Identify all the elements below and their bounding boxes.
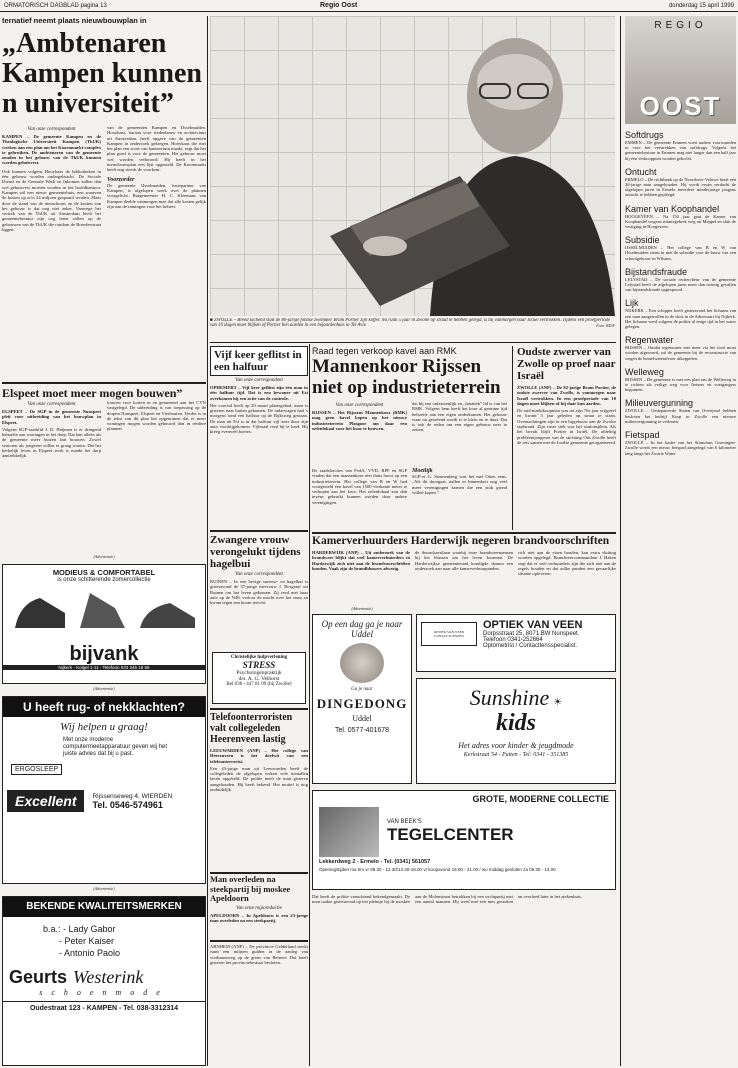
- zwangere-text: RUINEN – In een hevige sneeuw- en hagelbui is gisteravond de 37-jarige mevrouw J. Bosgraaf uit Ruinen om het leven gekomen. Zij reed met haar auto op de N48, verloor de macht over het stuur en kwam tegen een boom terecht.: [210, 579, 308, 606]
- man-overleden-byline: Van onze regioredactie: [236, 905, 282, 911]
- kamerverhuurders-col2: de Snouckaertlaan waarbij twee brandweermensen bij het blussen om het leven kwamen. De Harderwijkse gemeenteraad kondigde daarna een onderzoek aan naar alle kamerverhuurpanden.: [415, 550, 513, 571]
- elspeet-col2: touwen voor korten in en gemeentel aan het CVN vastgelegd. De uitbreiding is van toepassing op de dorpen Nunspeet, Elspeet en Vierhouten. Verder is in de tekst van dit plan het opgenomen dat er meer woningen mogen worden gebouwd dan in eerdere plannen.: [107, 400, 206, 432]
- sidebar-item-lijk: [625, 298, 736, 329]
- regio-logo: [625, 16, 736, 124]
- sidebar: [620, 16, 736, 1066]
- stress-ad[interactable]: [212, 652, 306, 704]
- sunshine-tagline: Het adres voor kinder & jeugdmode: [458, 741, 574, 750]
- uddel-sub: Ga je naar: [351, 687, 373, 692]
- bijvank-ad[interactable]: [2, 564, 206, 684]
- sidebar-text: EMMEN – De gemeente Emmen voert nadere voorwaarden in voor het verstrekken van softdrugs. Volgens het gemeentebestuur in Emmen mag niet langer dan een half jaar bij één verkooppunt worden gekocht.: [625, 140, 736, 161]
- oudste-text: De oud-marktkoopman was tot zijn 76e jaar vrijgezel en kwam 5 jaar geleden op straat te staan. Overnachtingen zijn in een bijgebouw aan de Zwolse stadsrand. Zijn vaste stek was het stationsplein. Als het bevalt blijft Portier in Israël. De afdeling probleemjongeren van de stichting Ons Zwolle heeft de reis samen met de Joodse gemeente georganiseerd.: [517, 408, 616, 445]
- man-overleden-continued: [312, 894, 616, 1066]
- sidebar-head: Milieuvergunning: [625, 398, 694, 409]
- excellent-phone: Tel. 0546-574961: [92, 799, 163, 810]
- masthead: [0, 0, 738, 12]
- sidebar-head: Fietspad: [625, 430, 660, 441]
- tegel-address: Lekkerdweg 2 - Ermelo - Tel. (0341) 561057: [319, 859, 431, 865]
- tegel-brand: TEGELCENTER: [387, 825, 514, 844]
- mannenkoor-continued: [312, 468, 508, 528]
- sidebar-text: HOOGEVEEN – Na 150 jaar gaat de Kamer van Koophandel wegens ruimtegebrek weg uit Meppel en sluit de vestiging in Hoogeveen.: [625, 213, 736, 230]
- lead-col1: Ook kunnen volgens Hooykaas de bibliotheken in één gebouw worden ondergebracht. De Sociale Dienst en de Centrale Werk en Inkomen zullen dan wel gehuisvest moeten worden in het hoofdkantoor. Kampen wil een nieuw gemeentehuis, een waarvan de kosten op zo'n 24 miljoen gespaard werden. Maar door de stand van de nieuwbouw en de kosten van het gebouw is dat nog niet zeker. Vanwege het vertrek van de ThUK uit Amsterdam heeft het gemeentebestuur zijn oog laten vallen op de gebouwen van de ThUK die rondom de Broederstraat liggen.: [2, 168, 101, 233]
- mannenkoor-byline: Van onze correspondent: [335, 403, 384, 408]
- zwangere-byline: Van onze correspondent: [235, 572, 283, 577]
- bekende-title: BEKENDE KWALITEITSMERKEN: [3, 897, 205, 917]
- geurts-ad[interactable]: [2, 896, 206, 1066]
- telefoon-headline: Telefoonterroristen valt collegeleden Heerenveen lastig: [210, 712, 293, 745]
- excellent-logo: Excellent: [7, 790, 84, 812]
- ergosleep-ad[interactable]: [2, 696, 206, 884]
- sidebar-text: LELYSTAD – De sociale rechercheur van de gemeente Lelystad heeft de afgelopen jaren meer dan twintig gevallen van bijstandsfraude opgespoord.: [625, 276, 736, 293]
- oudste-story: [512, 346, 616, 530]
- man-overleden-intro: APELDOORN – In Apeldoorn is een 23-jarige man overleden na een steekpartij.: [210, 912, 308, 923]
- stress-phone: Bel 038 - 447 81 09 (bij Zwolle): [226, 682, 292, 687]
- sidebar-text: ERMELO – De rechtbank op de Noordveer-Veluwe heeft een 26-jarige man aangehouden. Hij wordt ervan verdacht de afgelopen jaren in Ermelo meerdere minderjarige jongens ontucht te hebben gepleegd.: [625, 176, 736, 198]
- dingedong-place: Uddel: [352, 714, 372, 723]
- elspeet-headline: Elspeet moet meer mogen bouwen”: [2, 386, 183, 400]
- advert-label: (Advertentie): [93, 686, 115, 691]
- lead-headline-2: Kampen kunnen: [2, 58, 202, 89]
- brand-item: - Antonio Paolo: [59, 948, 121, 958]
- sidebar-head: Softdrugs: [625, 130, 664, 140]
- lead-headline-3: n universiteit”: [2, 88, 174, 119]
- elspeet-col1: Volgens SGP-raadslid J. D. Heijmen is er dringend behoefte aan woningen in het dorp. Dat kan alleen als de gemeente meer huizen laat bouwen. Zowel senioren als jongeren willen er graag wonen. Dat het kerkelijk leven in Elspeet sterk is maakt het dorp aantrekkelijk.: [2, 426, 101, 459]
- sidebar-text: IJSSELMUIDEN – Het college van B en W van IJsselmuiden stemt in met de subsidie voor de bouw van een schoolgebouw in Wilsum.: [625, 245, 736, 261]
- ergosleep-title: U heeft rug- of nekklachten?: [3, 697, 205, 717]
- optiek-title: OPTIEK VAN VEEN: [483, 619, 583, 631]
- dingedong-phone: Tel. 0577-401678: [334, 727, 390, 734]
- tegel-hours: Openingstijden ma t/m vr 09.30 - 12.30/13.30-18.00 vr koopavond 19.00 - 21.00 / wo middag gesloten za 09.30 - 13.00: [319, 867, 556, 872]
- kamerverhuurders-col3: rich niet aan de eisen houden, kan extra sluiting worden opgelegd. Brandweercommandant J. Haken zegt dat er veel verhuurders zijn die zich niet aan de regels houden en dat zulke panden een gevaarlijke situatie opleveren.: [518, 550, 616, 577]
- oudste-intro: ZWOLLE (ANP) – De 82-jarige Bram Portier, de oudste zwerver van Zwolle, is vanmorgen naar Israël vertrokken. In een proefperiode van 10 dagen moet blijken of hij daar kan aarden.: [517, 385, 616, 406]
- photo-illustration: [210, 16, 615, 316]
- regio-label: REGIO: [654, 20, 707, 31]
- telefoon-story: [210, 708, 308, 868]
- sunshine-address: Kerkstraat 54 - Putten - Tel: 0341 - 351385: [463, 752, 569, 758]
- mannenkoor-story: [312, 346, 508, 466]
- uddel-slogan: Op een dag ga je naar Uddel: [321, 619, 403, 639]
- bijvank-logo: bijvank: [69, 643, 139, 665]
- lead-headline-1: „Ambtenaren: [2, 28, 167, 59]
- dingedong-ad[interactable]: [312, 614, 412, 784]
- lead-intro: KAMPEN – De gemeente Kampen en de Theologische Universiteit Kampen (ThUK) werken aan een plan om het Koornmarkt-complex te gebruiken. De ambtenaren van de gemeente zouden in het gebouw van de ThUK kunnen worden gehuisvest.: [2, 134, 102, 166]
- sidebar-item-kamer: [625, 204, 736, 230]
- bijvank-address: Nijkerk - Kolgel 1-11 - Telefoon 033 245 18 56: [3, 665, 205, 670]
- stress-line3: Psychologenpraktijk: [236, 670, 282, 676]
- sidebar-item-ontucht: [625, 167, 736, 198]
- zwangere-story: [210, 530, 308, 650]
- sidebar-head: Lijk: [625, 298, 639, 309]
- kamerverhuurders-story: [312, 532, 616, 604]
- sidebar-head: Regenwater: [625, 335, 674, 346]
- tegel-prefix: VAN BEEK'S: [387, 819, 422, 825]
- lead-byline: Van onze correspondent: [27, 127, 76, 132]
- advert-label: (Advertentie): [93, 554, 115, 559]
- mannenkoor-col2b: SGP-er G. Steunenberg was het met Otten eens. „Als dit doorgaat, zullen er binnenkort nog veel meer verenigingen komen die een stuk grond willen kopen.”: [412, 474, 507, 495]
- advert-label: (Advertentie): [93, 886, 115, 891]
- sidebar-item-milieuvergunning: [625, 398, 736, 424]
- mannenkoor-col2: dat bij een onfatsoenlijk en „fanatiek” lid is van het RMK. Volgens hem heeft het koor al geruime tijd behoefte aan een eigen onderkomen. Het gebouw waar nu geoefend wordt is te klein en te duur. Dat is ook de reden om een eigen gebouw neer te zetten.: [412, 401, 507, 433]
- child-photo-icon: [340, 643, 384, 683]
- section-rule: [210, 342, 616, 343]
- tegel-title: GROTE, MODERNE COLLECTIE: [472, 794, 609, 804]
- mannenkoor-intro: RIJSSEN – Het Rijssens Mannenkoor (RMK) mag geen kavel kopen op het nieuwe industrieterrein Plasgoor om daar een oefenlokaal voor het koor te bouwen.: [312, 410, 407, 431]
- column-rule: [309, 344, 310, 1066]
- geurts-subtitle: schoenmode: [39, 988, 169, 997]
- mannenkoor-col1: De raadsfracties van PvdA, VVD, RPF en SGP vinden dat een mannenkoor niet thuis hoort op een industrieterrein. Het college van B en W had voorgesteld een kavel van 1500 vierkante meter te verkopen aan het koor. Het oefenlokaal zou dan tevens gebruikt kunnen worden door andere verenigingen.: [312, 468, 407, 505]
- oost-label: OOST: [639, 91, 722, 121]
- sidebar-item-regenwater: [625, 335, 736, 361]
- vijf-keer-headline: Vijf keer geflitst in een halfuur: [210, 346, 308, 376]
- excellent-address: Rijssenseweg 4, WIERDEN: [92, 792, 173, 800]
- arnhem-text: ARNHEM (ANP) – De provincie Gelderland steekt ruim een miljoen gulden in de aanleg van vierbaansweg op de grens van Betuwe. Dat heeft gisteren het provinciebestuur besloten.: [210, 944, 308, 965]
- sidebar-item-fietspad: [625, 430, 736, 456]
- bijvank-subtitle: is onze schitterende zomercollectie: [57, 577, 151, 583]
- lead-kicker: ternatief neemt plaats nieuwbouwplan in: [2, 16, 147, 25]
- elspeet-intro: ELSPEET – De SGP in de gemeente Nunspeet pleit voor uitbreiding van het bouwplan in Elspeet.: [2, 409, 101, 425]
- masthead-date: donderdag 15 april 1999: [668, 3, 734, 9]
- sidebar-text: RIJSSEN – De gemeente is met een plan om de Welleweg in te richten als veilige weg voor fietsers en voetgangers begonnen.: [625, 376, 736, 393]
- ergosleep-text: Met onze moderne computermeetapparatuur geven wij het juiste advies dat bij u past.: [63, 737, 168, 757]
- lead-subhead: Voorzorder: [107, 176, 135, 183]
- masthead-section: Regio Oost: [320, 2, 358, 9]
- geurts-address: Oudestraat 123 - KAMPEN - Tel. 038-3312314: [3, 1001, 205, 1012]
- sidebar-item-bijstandsfraude: [625, 267, 736, 293]
- kamerverhuurders-headline: Kamerverhuurders Harderwijk negeren brandvoorschriften: [312, 535, 610, 547]
- sidebar-head: Subsidie: [625, 235, 660, 246]
- vijf-keer-byline: Van onze correspondent: [235, 378, 283, 383]
- sunshine-logo: Sunshine: [469, 685, 550, 710]
- telefoon-intro: LEEUWARDEN (ANP) – Het college van Heerenveen is het doelwit van een telefoonterrorist.: [210, 748, 308, 764]
- optiek-text: Optometrist / Contactlensspecialist.: [483, 643, 578, 649]
- brand-item: - Peter Kaiser: [59, 936, 115, 946]
- ergosleep-subtitle: Wij helpen u graag!: [60, 721, 148, 733]
- shoes-icon: [5, 583, 205, 638]
- photo-caption: ZWOLLE – Breed lachend sluit de 80-jarige fondse zwemmer Bram Portier zijn koffer. Na ruim 5 jaar in Zwolle op straat te hebben gelegd, is hij vanmorgen naar Israël vertrokken. Tijdens een proefperiode van 10 dagen moet blijken of Portier hen aarden in een bejaardenhuis in Tel Aviv.: [210, 318, 611, 329]
- sidebar-text: RIJSSEN – Omdat regenwater niet meer via het riool moet worden afgevoerd, zal de gemeente bij de reconstructie van wegen de hemelwaterafvoer afkoppelen.: [625, 345, 736, 361]
- sidebar-head: Welleweg: [625, 366, 664, 377]
- column-rule: [207, 16, 208, 1066]
- stress-line1: Christelijke hulpverlening: [230, 655, 288, 660]
- lead-story: [2, 16, 206, 376]
- photo-credit: Foto: RD/F: [596, 323, 615, 329]
- moeilijk-subhead: Moeilijk: [412, 468, 433, 474]
- stress-title: STRESS: [242, 660, 276, 670]
- optiek-address: Dorpsstraat 25, 8071 BW Nunspeet.: [483, 631, 580, 637]
- kamerverhuurders-intro: HARDERWIJK (ANP) – Uit onderzoek van de brandweer blijkt dat veel kamerverhuurders in Harderwijk zich niet aan de brandvoorschriften houden. Vaak zijn de brandblussers afwezig.: [312, 550, 410, 571]
- vijf-keer-intro: OPHEMERT – Vijf keer geflitst zijn één man in één halfuur tijd. Dat is een bewoner uit Est overkomen bij een actie van de controle.: [210, 385, 308, 401]
- advert-label: (Advertentie): [351, 606, 373, 611]
- ergosleep-brand: ERGOSLEEP: [11, 764, 62, 775]
- sidebar-text: ZWOLLE – In het kader van het Stimulans Groningen-Zwolle wordt een nieuw fietspad aangelegd van 6 kilometer lang langs het Zwarte Water.: [625, 440, 736, 456]
- sunshine-ad[interactable]: Sunshine ☀ kids Het adres voor kinder & jeugdmode Kerkstraat 54 - Putten - Tel: 0341 - 351385: [416, 678, 616, 784]
- mannenkoor-headline: Mannenkoor Rijssen niet op industrieterrein: [312, 356, 501, 398]
- brand-item: b.a.: - Lady Gabor: [43, 924, 116, 934]
- tegelcenter-ad[interactable]: [312, 790, 616, 890]
- telefoon-text: Een 43-jarige man uit Leeuwarden heeft de collegeleden de afgelopen weken vele tientallen keren opgebeld. De politie heeft de man gisteren aangehouden. Hij heeft bekend. Het motief is nog onduidelijk.: [210, 765, 308, 793]
- sidebar-text: NIJKERK – Een schipper heeft gisteravond het lichaam van een man aangetroffen in de sluis in de Arkervaart bij Nijkerk. Het lichaam werd volgens de politie al enige tijd in het water gelegen.: [625, 308, 736, 330]
- geurts-brand: Westerink: [73, 967, 144, 987]
- vijf-keer-text: Het voorval heeft op 20 maart plaatsgehad, maar is gisteren naar buiten gekomen. De radarwagen had 's morgens rond een halfuur op de Rijksweg gestaan. De man uit Est is in dat halfuur vijf keer door zijn auto voorbijgekomen. Vijfmaal reed hij te hard. Hij kreeg evenveel boetes.: [210, 402, 308, 435]
- man-overleden-text: Dat heeft de politie vanochtend bekendgemaakt. De man raakte gisteravond op het pleintje bij de moskee aan de Molenstraat betrokken bij een vechtpartij met een aantal mannen. Hij werd met een mes gestoken en overleed later in het ziekenhuis.: [312, 894, 583, 905]
- portier-photo: [210, 16, 615, 316]
- masthead-left: ORMATORISCH DAGBLAD pagina 13: [4, 3, 107, 9]
- sidebar-text: ZWOLLE – Gedeputeerde Staten van Overijssel hebben besloten het bedrijf Kurp in Zwolle een nieuwe milieuvergunning te verlenen.: [625, 408, 736, 424]
- bijvank-title: MODIEUS & COMFORTABEL: [52, 568, 156, 577]
- stress-line4: drs. A. G. Velhorst: [238, 676, 280, 682]
- geurts-name: Geurts: [9, 967, 68, 987]
- kids-logo: kids: [495, 710, 536, 736]
- lead-col2b: De gemeente IJsselmuiden, fusiepartner van Kampen, is afgelopen week over de plannen voorgelicht. Burgemeester H. C. Kleemans van Kampen deelde vanmorgen mee dat alle kosten gelijk zijn aan de ramingen voor het beheer.: [107, 182, 206, 209]
- elspeet-story: [2, 382, 206, 554]
- tiles-icon: [319, 807, 379, 857]
- lead-col2: van de gemeenten Kampen en IJsselmuiden. Hooykaas, buraau voor stedenbouw en architectuur uit Amsterdam, heeft opgave van de gemeenten Kampen in onderzoek gekregen. Hooykaas die met het plan een soort van kantoortuin maakt, zegt dat het plan goed is voor de gemeenten. Het gebouw moet wel worden verbouwd. Hij heeft in het nieuwbouwplan een lijst opgesteld. De Koornmarkt heeft nog steeds de voorkeur.: [107, 125, 206, 173]
- sidebar-head: Kamer van Koophandel: [625, 203, 720, 214]
- sidebar-item-subsidie: [625, 235, 736, 261]
- optiek-logo: OPTIEK VAN VEEN CONTACTLENZEN: [421, 622, 477, 646]
- man-overleden-headline: Man overleden na steekpartij bij moskee Apeldoorn: [210, 874, 291, 903]
- arnhem-story: [210, 940, 308, 1066]
- sidebar-head: Ontucht: [625, 166, 657, 177]
- elspeet-byline: Van onze correspondent: [27, 402, 76, 407]
- optiek-phone: Telefoon 0341-252664: [483, 637, 543, 643]
- raad-kicker: Raad tegen verkoop kavel aan RMK: [312, 346, 457, 356]
- zwangere-headline: Zwangere vrouw verongelukt tijdens hagelbui: [210, 534, 301, 570]
- sidebar-item-softdrugs: [625, 130, 736, 161]
- vijf-keer-story: [210, 346, 308, 526]
- sidebar-item-welleweg: [625, 367, 736, 393]
- optiek-ad[interactable]: [416, 614, 616, 672]
- sidebar-head: Bijstandsfraude: [625, 266, 688, 277]
- man-overleden-story: [210, 872, 308, 938]
- dingedong-logo: DINGEDONG: [316, 696, 408, 711]
- oudste-headline: Oudste zwerver van Zwolle op proef naar Israël: [517, 346, 616, 382]
- photo-caption-block: ■ ZWOLLE – Breed lachend sluit de 80-jarige fondse zwemmer Bram Portier zijn koffer. Na ruim 5 jaar in Zwolle op straat te hebben gelegd, is hij vanmorgen naar Israël vertrokken. Tijdens een proefperiode van 10 dagen moet blijken of Portier hen aarden in een bejaardenhuis in Tel Aviv. Foto: RD/F: [210, 318, 615, 329]
